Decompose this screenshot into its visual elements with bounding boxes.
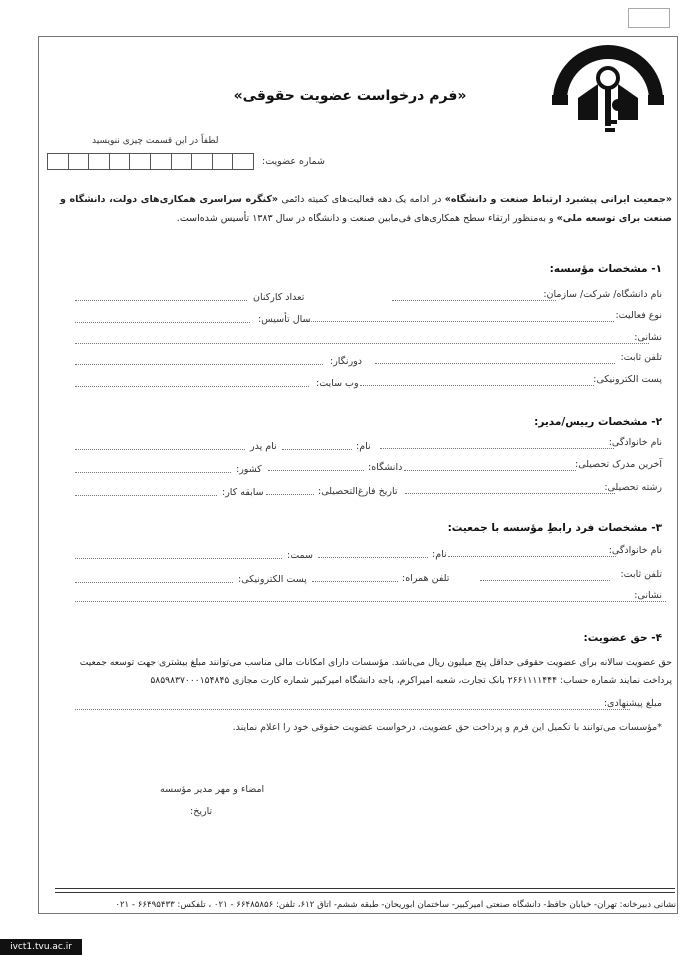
contact-phone-label: تلفن ثابت: — [620, 569, 662, 580]
activity-field[interactable] — [302, 321, 614, 322]
org-phone-field[interactable] — [375, 363, 615, 364]
university-field[interactable] — [268, 470, 364, 471]
contact-mobile-label: تلفن همراه: — [402, 573, 450, 584]
org-name-field[interactable] — [392, 300, 556, 301]
footer-rule-top — [55, 888, 675, 889]
signature-date-label: تاریخ: — [190, 806, 213, 817]
org-address-field[interactable] — [75, 343, 649, 344]
site-watermark: ivct1.tvu.ac.ir — [0, 939, 82, 955]
field-of-study-label: رشته تحصیلی: — [604, 482, 662, 493]
website-field[interactable] — [75, 386, 309, 387]
degree-field[interactable] — [404, 470, 576, 471]
director-first-field[interactable] — [282, 449, 352, 450]
section1-heading: ۱- مشخصات مؤسسه: — [549, 263, 662, 275]
graduation-date-field[interactable] — [266, 494, 314, 495]
staff-count-label: تعداد کارکنان — [253, 292, 305, 303]
proposed-amount-label: مبلغ پیشنهادی: — [603, 698, 662, 709]
intro-congress-name: «کنگره سراسری همکاری‌های دولت، دانشگاه و صنعت برای توسعه ملی» — [60, 194, 672, 224]
secretariat-address: نشانی دبیرخانه: تهران- خیابان حافظ- دانشگاه صنعتی امیرکبیر- ساختمان ابوریحان- طبقه ششم- اتاق ۶۱۲، تلفن: ۶۶۴۸۵۸۵۶ - ۰۲۱ ، تلفکس: ۶۶۴۹۵۴۳۳ - ۰۲۱ — [115, 900, 676, 910]
contact-email-label: پست الکترونیکی: — [238, 574, 307, 585]
experience-label: سابقه کار: — [222, 487, 264, 498]
intro-text-1: در ادامه یک دهه فعالیت‌های کمیته دائمی — [281, 194, 442, 205]
contact-position-label: سمت: — [287, 550, 313, 561]
section2-heading: ۲- مشخصات رییس/مدیر: — [534, 416, 662, 428]
fee-line-2: پرداخت نمایند شماره حساب: ۲۶۶۱۱۱۱۴۴۴ بانک تجارت، شعبه امیراکرم، باجه دانشگاه امیرکبیر شماره کارت مجازی ۵۸۵۹۸۳۷۰۰۰۱۵۴۸۴۵ — [150, 675, 672, 686]
graduation-date-label: تاریخ فارغ‌التحصیلی: — [318, 486, 398, 497]
contact-first-field[interactable] — [318, 557, 428, 558]
contact-position-field[interactable] — [75, 558, 282, 559]
director-family-label: نام خانوادگی: — [608, 437, 662, 448]
contact-first-label: نام: — [432, 549, 447, 560]
office-use-note: لطفاً در این قسمت چیزی ننویسید — [92, 136, 219, 146]
proposed-amount-field[interactable] — [75, 709, 630, 710]
org-address-label: نشانی: — [634, 332, 662, 343]
degree-label: آخرین مدرک تحصیلی: — [575, 459, 662, 470]
org-email-field[interactable] — [360, 385, 594, 386]
university-label: دانشگاه: — [368, 462, 403, 473]
fee-paragraph — [60, 654, 672, 690]
scan-corner-mark — [628, 8, 670, 28]
contact-email-field[interactable] — [75, 582, 233, 583]
membership-note: *مؤسسات می‌توانند با تکمیل این فرم و پرداخت حق عضویت، درخواست عضویت حقوقی خود را اعلام نمایند. — [232, 722, 662, 733]
contact-address-field[interactable] — [75, 601, 666, 602]
membership-number-boxes[interactable] — [47, 153, 254, 170]
founding-year-field[interactable] — [75, 322, 250, 323]
activity-label: نوع فعالیت: — [615, 310, 662, 321]
intro-org-name: «جمعیت ایرانی پیشبرد ارتباط صنعت و دانشگاه» — [444, 194, 673, 205]
founding-year-label: سال تأسیس: — [258, 314, 311, 325]
org-email-label: پست الکترونیکی: — [593, 374, 662, 385]
father-name-field[interactable] — [75, 449, 245, 450]
contact-phone-field[interactable] — [480, 580, 610, 581]
membership-number-label: شماره عضویت: — [262, 156, 325, 167]
director-first-label: نام: — [356, 441, 371, 452]
footer-rule-bottom — [55, 892, 675, 893]
father-name-label: نام پدر — [250, 441, 277, 452]
contact-family-label: نام خانوادگی: — [608, 545, 662, 556]
contact-address-label: نشانی: — [634, 590, 662, 601]
fax-label: دورنگار: — [330, 356, 362, 367]
director-family-field[interactable] — [380, 448, 614, 449]
country-label: کشور: — [236, 464, 262, 475]
field-of-study-field[interactable] — [405, 493, 615, 494]
org-phone-label: تلفن ثابت: — [620, 352, 662, 363]
staff-count-field[interactable] — [75, 300, 247, 301]
country-field[interactable] — [75, 472, 231, 473]
experience-field[interactable] — [75, 495, 217, 496]
org-name-label: نام دانشگاه/ شرکت/ سازمان: — [543, 289, 662, 300]
section4-heading: ۴- حق عضویت: — [583, 632, 662, 644]
signature-label: امضاء و مهر مدیر مؤسسه — [160, 784, 265, 795]
form-title: «فرم درخواست عضویت حقوقی» — [233, 88, 467, 104]
society-logo — [548, 40, 668, 140]
section3-heading: ۳- مشخصات فرد رابطِ مؤسسه با جمعیت: — [447, 522, 662, 534]
contact-mobile-field[interactable] — [312, 581, 398, 582]
website-label: وب سایت: — [316, 378, 359, 389]
intro-text-2: و به‌منظور ارتقاء سطح همکاری‌های فی‌مابین صنعت و دانشگاه در سال ۱۳۸۳ تأسیس شده‌است. — [176, 213, 554, 224]
intro-paragraph — [60, 190, 672, 228]
fax-field[interactable] — [75, 364, 323, 365]
fee-line-1: حق عضویت سالانه برای عضویت حقوقی حداقل پنج میلیون ریال می‌باشد. مؤسسات دارای امکانات مالی مناسب می‌توانند مبلغ بیشتری جهت توسعه جمعیت — [79, 657, 672, 668]
contact-family-field[interactable] — [448, 556, 616, 557]
